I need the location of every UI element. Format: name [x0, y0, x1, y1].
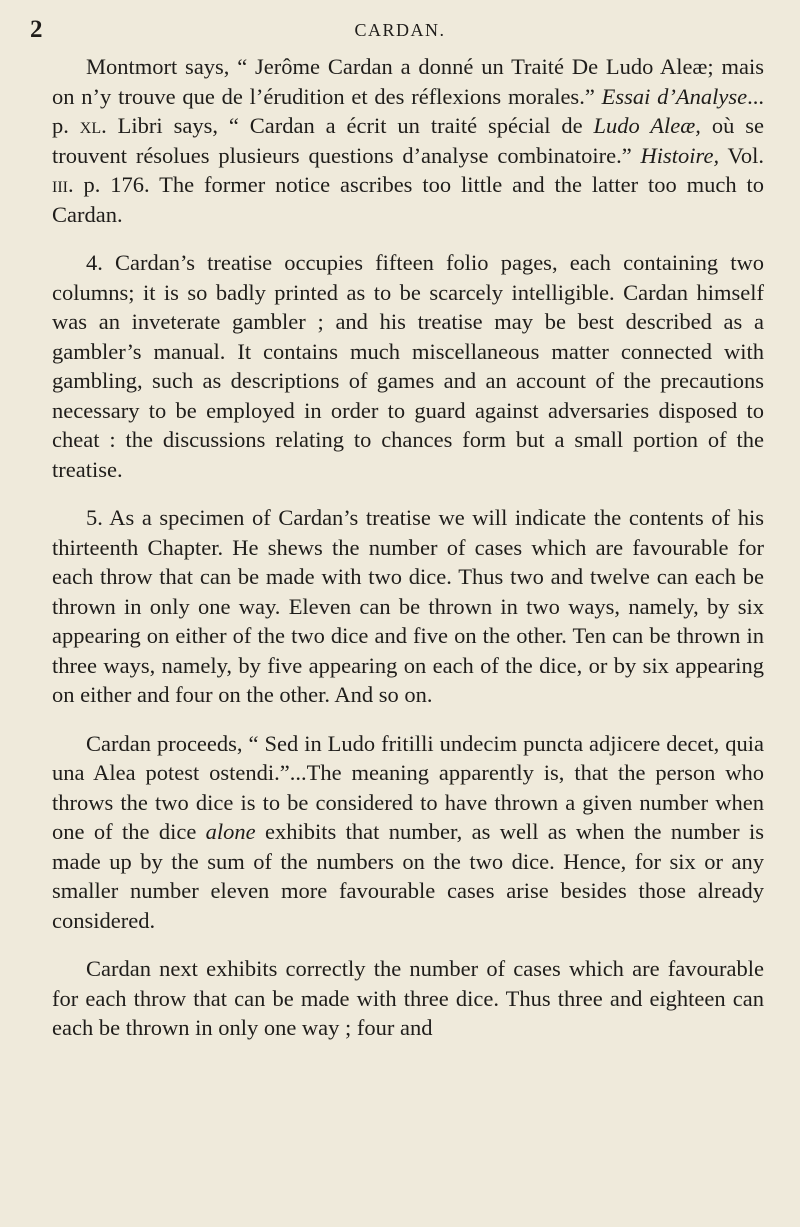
p1-essai-title: Essai d’Analyse [601, 83, 748, 109]
p1-histoire-title: Histoire, [640, 142, 720, 168]
page-number: 2 [30, 16, 43, 43]
p1-text-a: Montmort says, “ Jerôme Cardan a donné un Traité De Ludo Aleæ; mais on n’y trouve que de l’érudition et des réflexions morales.” [52, 54, 764, 109]
p4-text-c: exhibits that number, as well as when the number is made up by the sum of the numbers on the two dice. Hence, for six or any smaller number eleven more favourable cases arise besides those already considered. [52, 819, 764, 933]
p1-ludo-aleae: Ludo Aleæ, [593, 113, 701, 138]
p1-text-c: ... p. [52, 83, 764, 138]
paragraph-4-treatise: 4. Cardan’s treatise occupies fifteen folio pages, each containing two columns; it is so badly printed as to be scarcely intelligible. Cardan himself was an inveterate gambler ; and his treatise may be best described as a gambler’s manual. It contains much miscellaneous matter connected with gambling, such as descriptions of games and an account of the precautions necessary to be employed in order to guard against adversaries disposed to cheat : the discussions relating to chances form but a small portion of the treatise. [52, 250, 764, 482]
p1-text-k: . p. 176. The former notice ascribes too little and the latter too much to Cardan. [52, 172, 764, 227]
running-title: CARDAN. [354, 20, 446, 40]
p1-text-i: Vol. [719, 142, 764, 168]
p1-text-e: . Libri says, “ Cardan a écrit un traité spécial de [101, 113, 594, 138]
p1-page-xl: xl [79, 113, 102, 138]
paragraph-montmort [52, 52, 764, 229]
paragraph-three-dice: Cardan next exhibits correctly the number of cases which are favourable for each throw that can be made with three dice. Thus three and eighteen can each be thrown in only one way ; four and [52, 956, 764, 1040]
p1-text-g: où se trouvent résolues plusieurs questions d’analyse combinatoire.” [52, 113, 764, 168]
running-head [0, 16, 800, 50]
paragraph-5-specimen: 5. As a specimen of Cardan’s treatise we will indicate the contents of his thirteenth Chapter. He shews the number of cases which are favourable for each throw that can be made with two dice. Thus two and twelve can each be thrown in only one way. Eleven can be thrown in two ways, namely, by six appearing on either of the two dice and five on the other. Ten can be thrown in three ways, namely, by five appearing on each of the dice, or by six appearing on either and four on the other. And so on. [52, 505, 764, 707]
p4-alone: alone [205, 819, 256, 844]
p1-volume-iii: iii [52, 172, 68, 197]
body-text [52, 52, 764, 1043]
paragraph-cardan-proceeds [52, 729, 764, 936]
p4-text-a: Cardan proceeds, “ Sed in Ludo fritilli undecim puncta adjicere decet, quia una Alea potest ostendi.”...The meaning apparently is, that the person who throws the two dice is to be considered to have thrown a given number when one of the dice [52, 730, 764, 844]
